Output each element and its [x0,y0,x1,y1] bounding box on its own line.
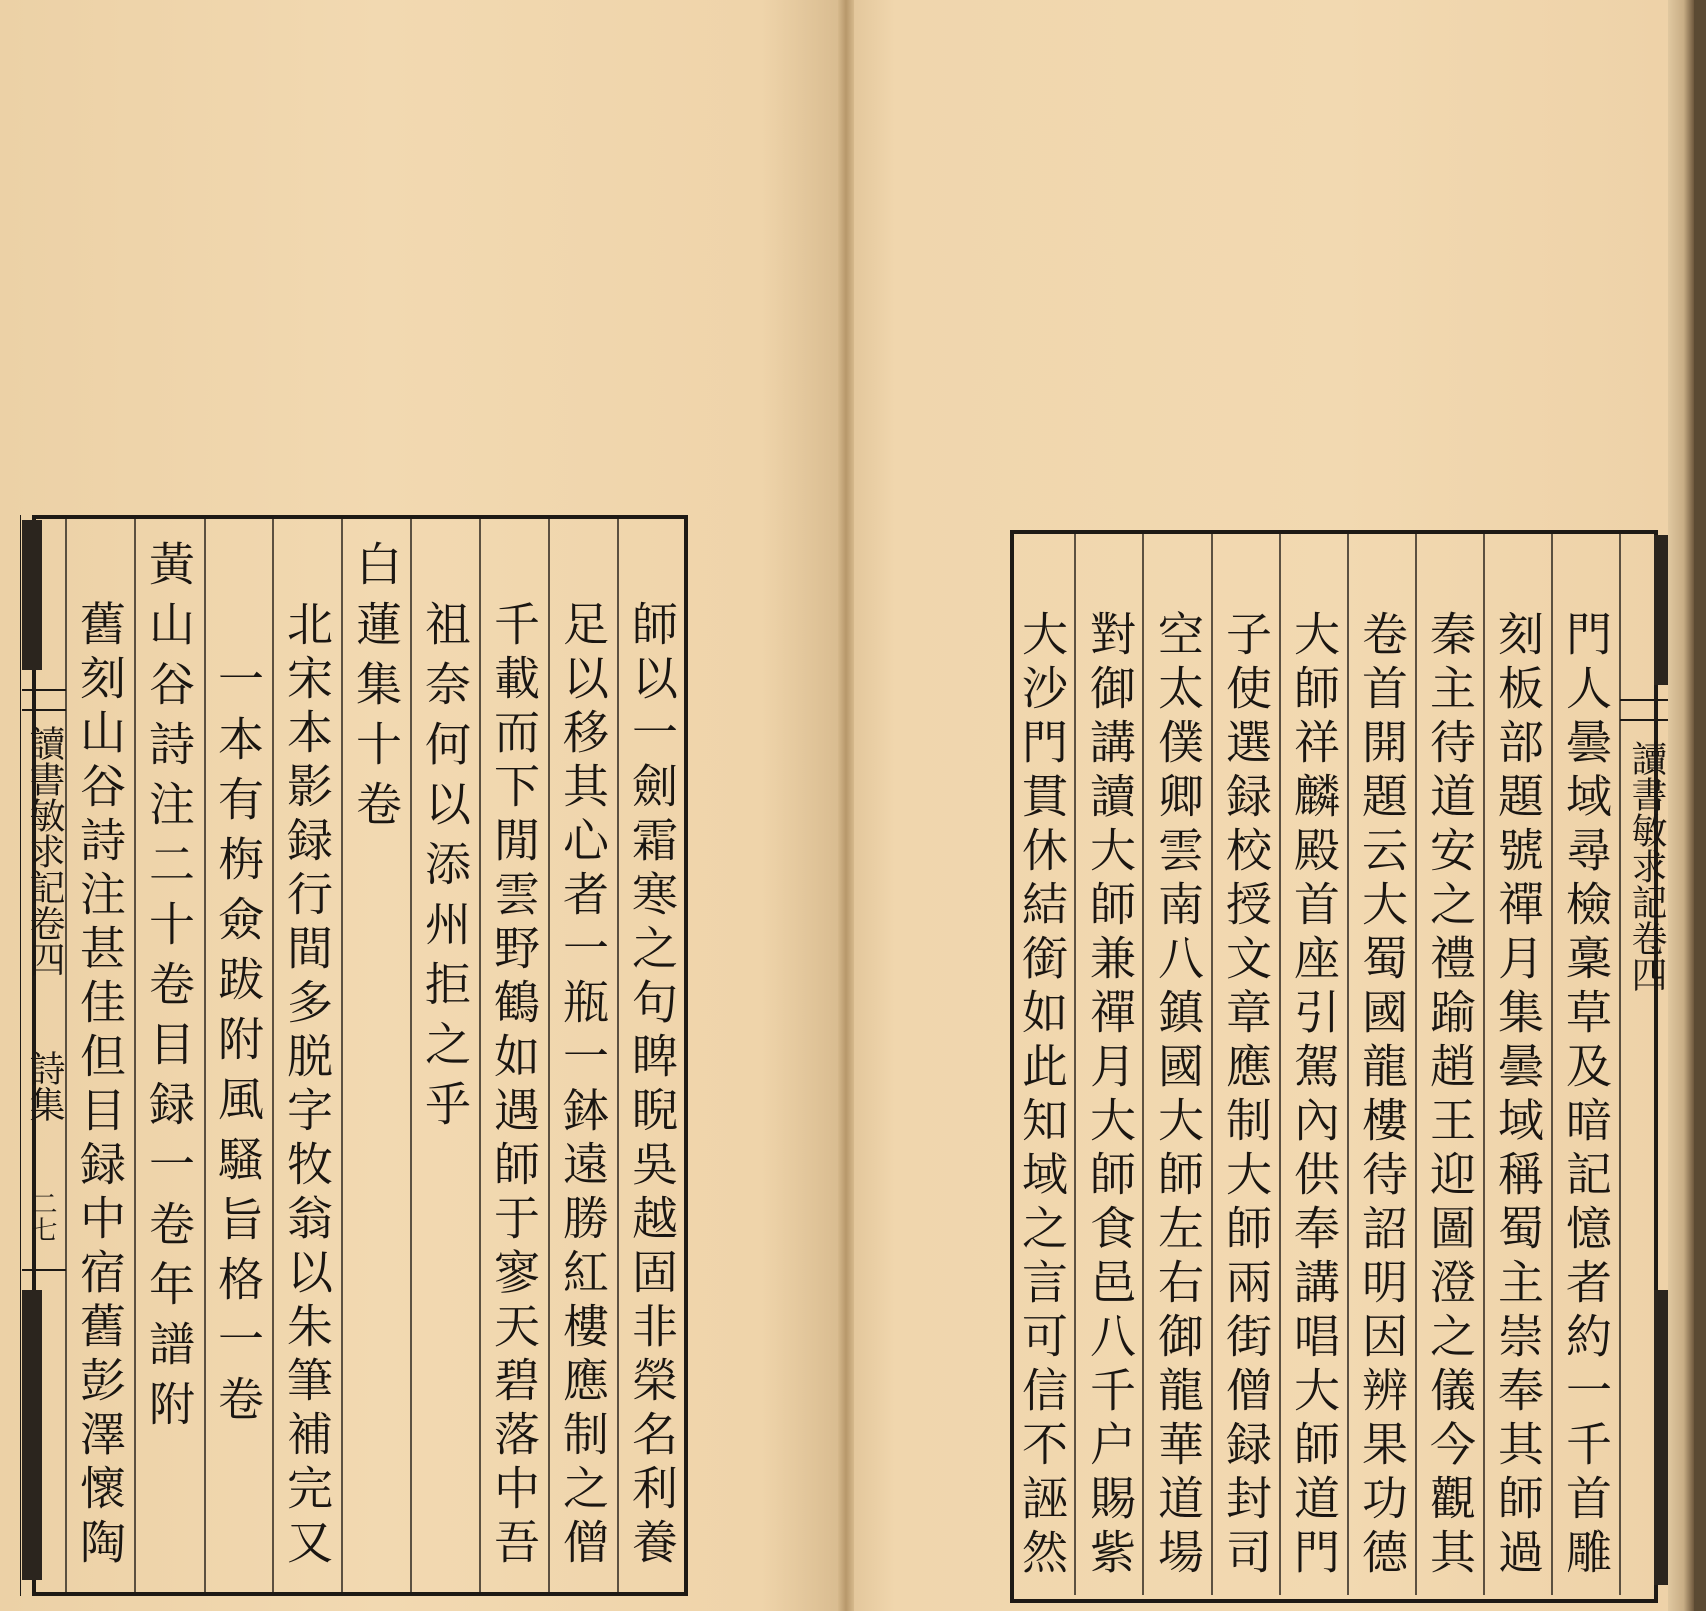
left-col-10: 舊刻山谷詩注甚佳但目録中宿舊彭澤懷陶 [73,600,127,1572]
left-col-8: 一本有栴僉跋附風騷旨格一卷 [211,655,265,1435]
left-col-9: 黃山谷詩注二十卷目録一卷年譜附 [142,540,196,1440]
right-col-5: 大師祥麟殿首座引駕內供奉講唱大師道門 [1287,610,1341,1582]
right-col-8: 對御講讀大師兼禪月大師食邑八千户賜紫 [1083,610,1137,1582]
right-spine-title: 讀書敏求記卷四 [1626,740,1667,992]
right-col-6: 子使選録校授文章應制大師兩街僧録封司 [1219,610,1273,1582]
left-col-4: 祖奈何以添州拒之乎 [418,600,472,1140]
left-spine-title: 讀書敏求記卷四 [24,725,65,977]
left-folio: 二七 [27,1190,57,1242]
left-col-1: 師以一劍霜寒之句睥睨吳越固非榮名利養 [625,600,679,1572]
right-col-9: 大沙門貫休結銜如此知域之言可信不誣然 [1015,610,1069,1582]
left-col-6: 白蓮集十卷 [349,540,403,840]
left-col-3: 千載而下閒雲野鶴如遇師于寥天碧落中吾 [487,600,541,1572]
left-col-7: 北宋本影録行間多脱字牧翁以朱筆補完又 [280,600,334,1572]
right-col-4: 卷首開題云大蜀國龍樓待詔明因辨果功德 [1355,610,1409,1582]
right-col-7: 空太僕卿雲南八鎮國大師左右御龍華道場 [1151,610,1205,1582]
left-col-2: 足以移其心者一瓶一鉢遠勝紅樓應制之僧 [556,600,610,1572]
right-col-3: 秦主待道安之禮踰趙王迎圖澄之儀今觀其 [1423,610,1477,1582]
left-spine-section: 詩集 [24,1050,65,1122]
right-col-1: 門人曇域尋檢稾草及暗記憶者約一千首雕 [1559,610,1613,1582]
right-col-2: 刻板部題號禪月集曇域稱蜀主崇奉其師過 [1491,610,1545,1582]
